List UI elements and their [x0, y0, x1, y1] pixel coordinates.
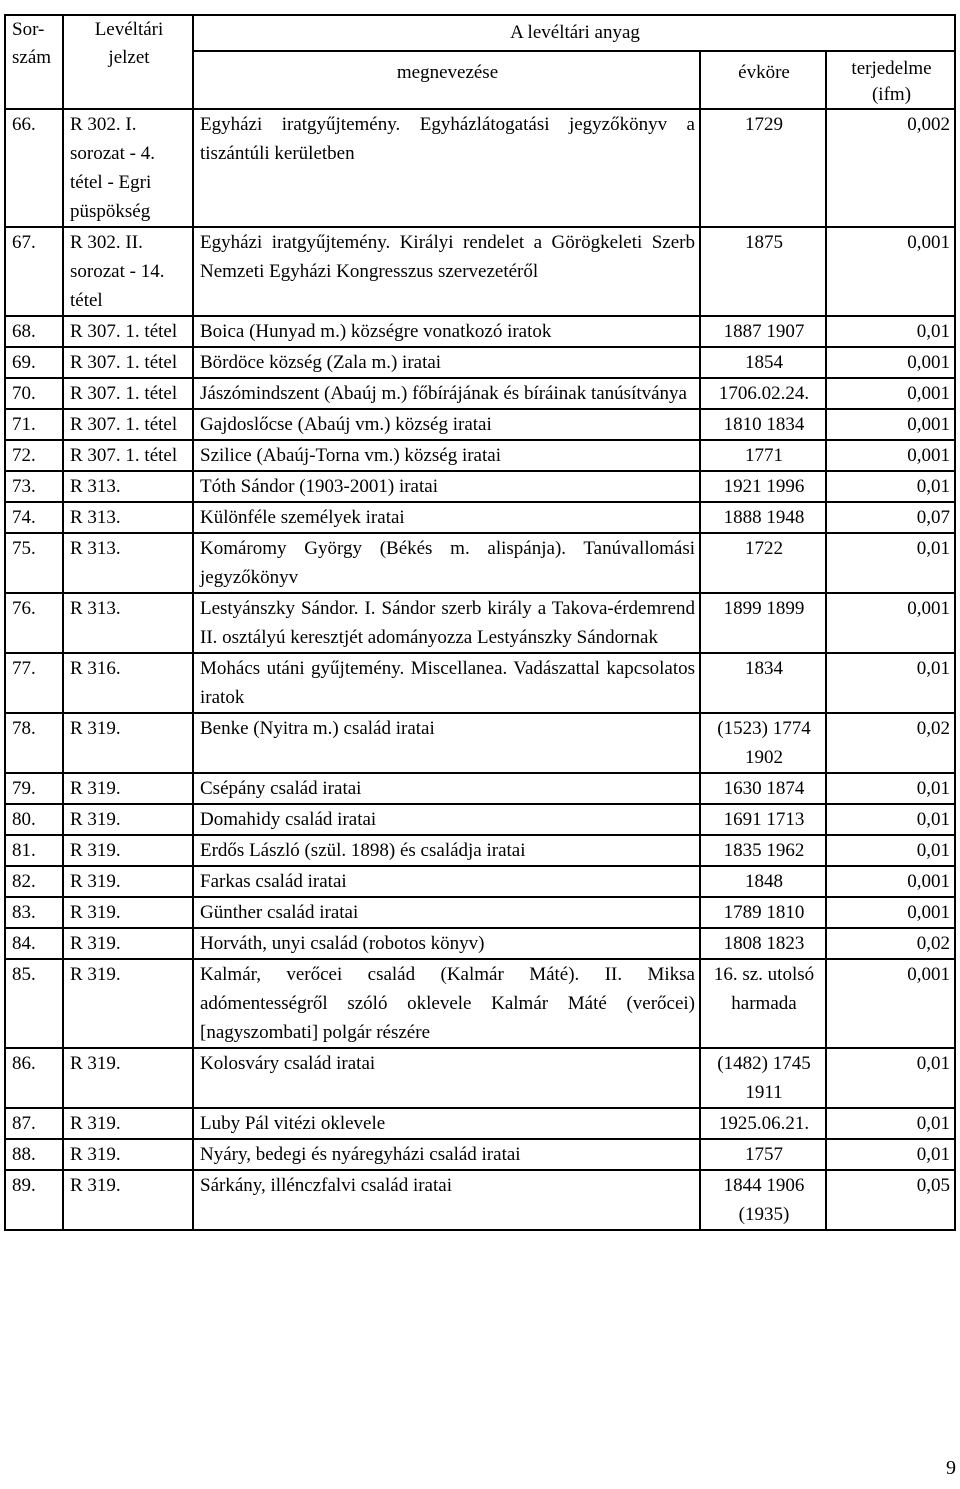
- row-size: 0,01: [826, 1108, 955, 1139]
- table-row: [5, 533, 955, 593]
- row-size: 0,01: [826, 533, 955, 593]
- table-row: [5, 773, 955, 804]
- row-size: 0,001: [826, 440, 955, 471]
- row-years: 1630 1874: [700, 773, 826, 804]
- row-description: Nyáry, bedegi és nyáregyházi család iratai: [193, 1139, 700, 1170]
- table-row: [5, 959, 955, 1048]
- row-size: 0,001: [826, 409, 955, 440]
- row-size: 0,001: [826, 959, 955, 1048]
- row-description: Tóth Sándor (1903-2001) iratai: [193, 471, 700, 502]
- row-size: 0,02: [826, 928, 955, 959]
- row-years: 1875: [700, 227, 826, 316]
- col-header-sorszam: Sor- szám: [5, 15, 63, 109]
- row-number: 87.: [5, 1108, 63, 1139]
- row-description: Kolosváry család iratai: [193, 1048, 700, 1108]
- row-reference: R 319.: [63, 1048, 193, 1108]
- table-row: [5, 471, 955, 502]
- row-description: Luby Pál vitézi oklevele: [193, 1108, 700, 1139]
- row-number: 66.: [5, 109, 63, 227]
- table-row: [5, 713, 955, 773]
- col-header-megnevezese: megnevezése: [193, 51, 700, 109]
- table-row: [5, 378, 955, 409]
- row-reference: R 307. 1. tétel: [63, 409, 193, 440]
- row-size: 0,001: [826, 593, 955, 653]
- row-reference: R 319.: [63, 835, 193, 866]
- row-number: 68.: [5, 316, 63, 347]
- row-description: Boica (Hunyad m.) községre vonatkozó iratok: [193, 316, 700, 347]
- table-row: [5, 1139, 955, 1170]
- col-header-group: A levéltári anyag: [193, 15, 955, 51]
- row-years: 1921 1996: [700, 471, 826, 502]
- row-description: Lestyánszky Sándor. I. Sándor szerb király a Takova-érdemrend II. osztályú keresztjét adományozza Lestyánszky Sándornak: [193, 593, 700, 653]
- row-description: Csépány család iratai: [193, 773, 700, 804]
- row-size: 0,001: [826, 897, 955, 928]
- row-number: 67.: [5, 227, 63, 316]
- row-reference: R 316.: [63, 653, 193, 713]
- row-number: 70.: [5, 378, 63, 409]
- row-size: 0,01: [826, 773, 955, 804]
- row-description: Günther család iratai: [193, 897, 700, 928]
- row-description: Farkas család iratai: [193, 866, 700, 897]
- table-row: [5, 1170, 955, 1230]
- row-years: 1810 1834: [700, 409, 826, 440]
- row-size: 0,001: [826, 866, 955, 897]
- row-size: 0,01: [826, 653, 955, 713]
- row-description: Mohács utáni gyűjtemény. Miscellanea. Vadászattal kapcsolatos iratok: [193, 653, 700, 713]
- row-years: 1844 1906 (1935): [700, 1170, 826, 1230]
- row-number: 86.: [5, 1048, 63, 1108]
- col-header-terjedelme: terjedelme (ifm): [826, 51, 955, 109]
- row-reference: R 319.: [63, 1108, 193, 1139]
- row-size: 0,002: [826, 109, 955, 227]
- table-row: [5, 227, 955, 316]
- row-reference: R 313.: [63, 533, 193, 593]
- row-description: Szilice (Abaúj-Torna vm.) község iratai: [193, 440, 700, 471]
- row-size: 0,001: [826, 227, 955, 316]
- row-years: 1691 1713: [700, 804, 826, 835]
- row-description: Sárkány, illénczfalvi család iratai: [193, 1170, 700, 1230]
- row-years: 1854: [700, 347, 826, 378]
- row-reference: R 313.: [63, 593, 193, 653]
- row-size: 0,02: [826, 713, 955, 773]
- row-size: 0,01: [826, 804, 955, 835]
- row-number: 83.: [5, 897, 63, 928]
- row-reference: R 319.: [63, 804, 193, 835]
- row-years: 1757: [700, 1139, 826, 1170]
- table-row: [5, 1048, 955, 1108]
- row-size: 0,01: [826, 835, 955, 866]
- table-row: [5, 653, 955, 713]
- page-number: 9: [946, 1457, 956, 1479]
- row-number: 71.: [5, 409, 63, 440]
- row-years: 1835 1962: [700, 835, 826, 866]
- row-number: 80.: [5, 804, 63, 835]
- row-years: 1848: [700, 866, 826, 897]
- col-header-jelzet: Levéltári jelzet: [63, 15, 193, 109]
- row-reference: R 307. 1. tétel: [63, 378, 193, 409]
- table-body: [5, 109, 955, 1230]
- row-number: 76.: [5, 593, 63, 653]
- row-reference: R 319.: [63, 866, 193, 897]
- row-description: Erdős László (szül. 1898) és családja iratai: [193, 835, 700, 866]
- table-row: [5, 440, 955, 471]
- row-size: 0,001: [826, 378, 955, 409]
- row-description: Bördöce község (Zala m.) iratai: [193, 347, 700, 378]
- row-years: 1925.06.21.: [700, 1108, 826, 1139]
- table-row: [5, 897, 955, 928]
- row-years: 1888 1948: [700, 502, 826, 533]
- table-row: [5, 502, 955, 533]
- row-reference: R 319.: [63, 1170, 193, 1230]
- row-number: 77.: [5, 653, 63, 713]
- row-years: 1789 1810: [700, 897, 826, 928]
- table-row: [5, 316, 955, 347]
- table-row: [5, 347, 955, 378]
- table-row: [5, 835, 955, 866]
- row-size: 0,01: [826, 316, 955, 347]
- row-reference: R 302. I. sorozat - 4. tétel - Egri püspökség: [63, 109, 193, 227]
- row-number: 85.: [5, 959, 63, 1048]
- row-years: 1722: [700, 533, 826, 593]
- col-header-evkore: évköre: [700, 51, 826, 109]
- row-reference: R 319.: [63, 959, 193, 1048]
- row-reference: R 319.: [63, 773, 193, 804]
- archive-table: [4, 14, 956, 1231]
- row-number: 75.: [5, 533, 63, 593]
- row-description: Egyházi iratgyűjtemény. Királyi rendelet a Görögkeleti Szerb Nemzeti Egyházi Kongresszus szervezetéről: [193, 227, 700, 316]
- row-description: Egyházi iratgyűjtemény. Egyházlátogatási jegyzőkönyv a tiszántúli kerületben: [193, 109, 700, 227]
- row-reference: R 302. II. sorozat - 14. tétel: [63, 227, 193, 316]
- row-size: 0,01: [826, 471, 955, 502]
- row-size: 0,01: [826, 1048, 955, 1108]
- table-row: [5, 109, 955, 227]
- row-number: 88.: [5, 1139, 63, 1170]
- row-years: 1899 1899: [700, 593, 826, 653]
- table-row: [5, 866, 955, 897]
- row-reference: R 319.: [63, 928, 193, 959]
- row-description: Gajdoslőcse (Abaúj vm.) község iratai: [193, 409, 700, 440]
- table-row: [5, 1108, 955, 1139]
- row-number: 79.: [5, 773, 63, 804]
- row-size: 0,05: [826, 1170, 955, 1230]
- row-number: 84.: [5, 928, 63, 959]
- row-years: 1729: [700, 109, 826, 227]
- row-years: (1523) 1774 1902: [700, 713, 826, 773]
- row-number: 72.: [5, 440, 63, 471]
- row-description: Domahidy család iratai: [193, 804, 700, 835]
- row-number: 73.: [5, 471, 63, 502]
- row-years: 1808 1823: [700, 928, 826, 959]
- row-number: 78.: [5, 713, 63, 773]
- row-size: 0,07: [826, 502, 955, 533]
- row-size: 0,01: [826, 1139, 955, 1170]
- table-row: [5, 593, 955, 653]
- row-description: Kalmár, verőcei család (Kalmár Máté). II. Miksa adómentességről szóló oklevele Kalmár Máté (verőcei) [nagyszombati] polgár részére: [193, 959, 700, 1048]
- table-row: [5, 804, 955, 835]
- row-number: 81.: [5, 835, 63, 866]
- row-years: (1482) 1745 1911: [700, 1048, 826, 1108]
- row-reference: R 313.: [63, 502, 193, 533]
- table-row: [5, 928, 955, 959]
- row-description: Jászómindszent (Abaúj m.) főbírájának és bíráinak tanúsítványa: [193, 378, 700, 409]
- row-reference: R 307. 1. tétel: [63, 440, 193, 471]
- row-years: 1771: [700, 440, 826, 471]
- row-reference: R 307. 1. tétel: [63, 316, 193, 347]
- row-number: 74.: [5, 502, 63, 533]
- row-reference: R 319.: [63, 713, 193, 773]
- row-description: Benke (Nyitra m.) család iratai: [193, 713, 700, 773]
- row-number: 69.: [5, 347, 63, 378]
- row-description: Különféle személyek iratai: [193, 502, 700, 533]
- row-reference: R 319.: [63, 1139, 193, 1170]
- row-years: 1706.02.24.: [700, 378, 826, 409]
- row-number: 82.: [5, 866, 63, 897]
- table-row: [5, 409, 955, 440]
- row-description: Komáromy György (Békés m. alispánja). Tanúvallomási jegyzőkönyv: [193, 533, 700, 593]
- row-size: 0,001: [826, 347, 955, 378]
- row-reference: R 307. 1. tétel: [63, 347, 193, 378]
- row-years: 16. sz. utolsó harmada: [700, 959, 826, 1048]
- row-description: Horváth, unyi család (robotos könyv): [193, 928, 700, 959]
- row-reference: R 319.: [63, 897, 193, 928]
- row-years: 1834: [700, 653, 826, 713]
- row-reference: R 313.: [63, 471, 193, 502]
- row-number: 89.: [5, 1170, 63, 1230]
- header-row-top: [5, 15, 955, 51]
- row-years: 1887 1907: [700, 316, 826, 347]
